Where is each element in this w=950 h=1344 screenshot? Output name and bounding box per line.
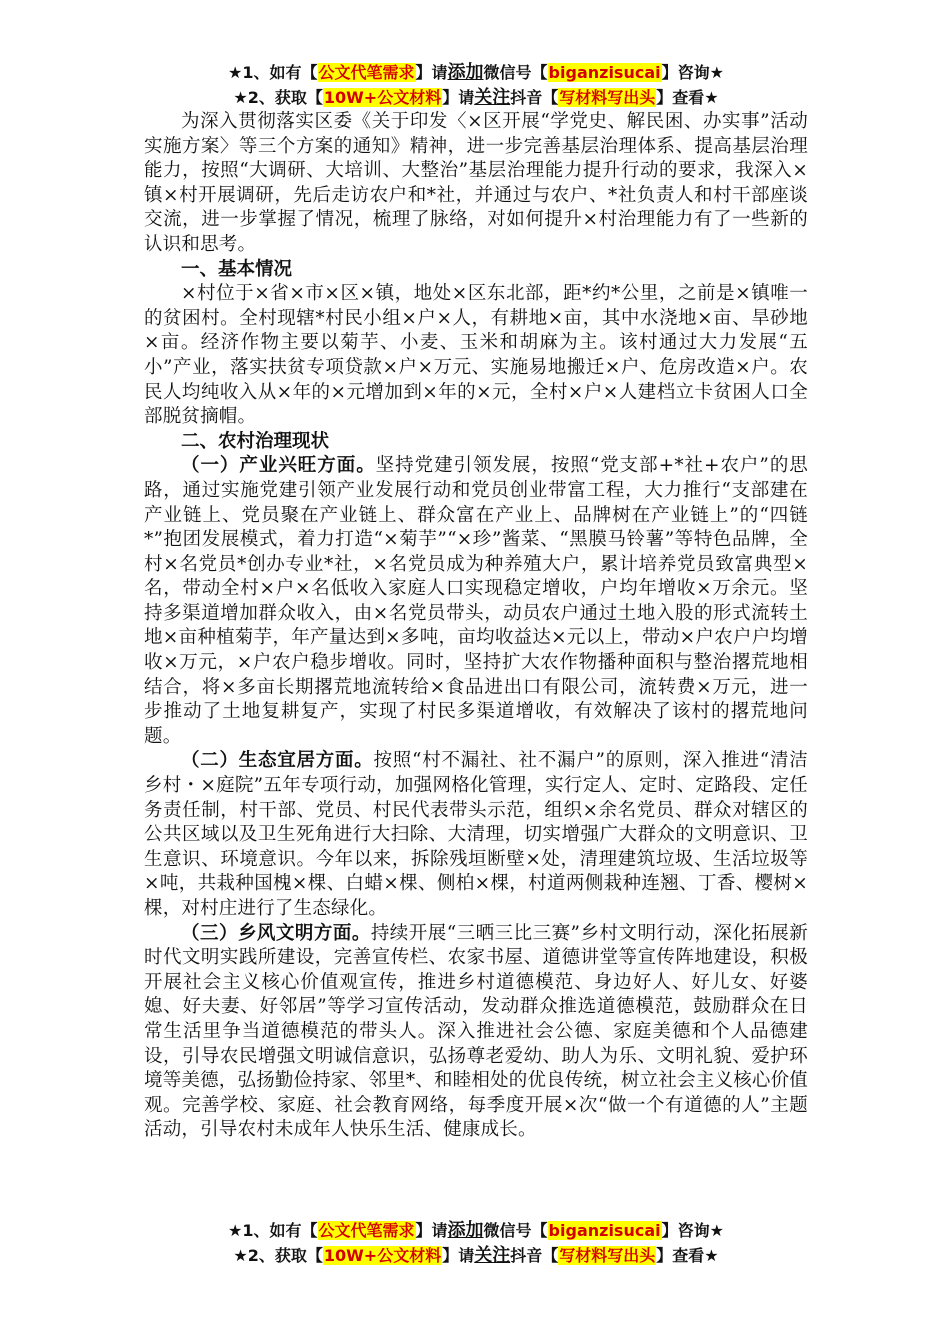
highlight-douyin-account: 写材料写出头	[559, 88, 656, 107]
banner-line-2: ★2、获取【10W+公文材料】请关注抖音【写材料写出头】查看★	[233, 87, 719, 108]
highlight-ghostwriting: 公文代笔需求	[318, 1221, 415, 1240]
industry-paragraph: （一）产业兴旺方面。坚持党建引领发展，按照“党支部+*社+农户”的思路，通过实施党建引领产业发展行动和党员创业带富工程，大力推行“支部建在产业链上、党员聚在产业链上、群众富在产业上、品牌树在产业链上”的“四链*”抱团发展模式，着力打造“×菊芋”“×珍”酱菜、“黑膜马铃薯”等特色品牌，全村×名党员*创办专业*社，×名党员成为种养殖大户，累计培养党员致富典型×名，带动全村×户×名低收入家庭人口实现稳定增收，户均年增收×万余元。坚持多渠道增加群众收入，由×名党员带头，动员农户通过土地入股的形式流转土地×亩种植菊芋，年产量达到×多吨，亩均收益达×元以上，带动×户农户户均增收×万元，×户农户稳步增收。同时，坚持扩大农作物播种面积与整治撂荒地相结合，将×多亩长期撂荒地流转给×食品进出口有限公司，流转费×万元，进一步推动了土地复耕复产，实现了村民多渠道增收，有效解决了该村的撂荒地问题。	[144, 455, 808, 747]
intro-paragraph: 为深入贯彻落实区委《关于印发〈×区开展“学党史、解民困、办实事”活动实施方案〉等三个方案的通知》精神，进一步完善基层治理体系、提高基层治理能力，按照“大调研、大培训、大整治”基层治理能力提升行动的要求，我深入×镇×村开展调研，先后走访农户和*社，并通过与农户、*社负责人和村干部座谈交流，进一步掌握了情况，梳理了脉络，对如何提升×村治理能力有了一些新的认识和思考。	[144, 111, 808, 255]
header-banner	[144, 60, 808, 110]
footer-line-1: ★1、如有【公文代笔需求】请添加微信号【biganzisucai】咨询★	[228, 1220, 724, 1241]
ecology-lead: （二）生态宜居方面。	[181, 750, 374, 772]
banner-line-1: ★1、如有【公文代笔需求】请添加微信号【biganzisucai】咨询★	[228, 62, 724, 83]
highlight-materials: 10W+公文材料	[323, 1246, 442, 1265]
document-body	[144, 110, 808, 1143]
highlight-materials: 10W+公文材料	[323, 88, 442, 107]
section-heading-basic: 一、基本情况	[181, 258, 293, 280]
civility-lead: （三）乡风文明方面。	[181, 922, 371, 944]
footer-banner	[144, 1218, 808, 1268]
basic-info-paragraph: ×村位于×省×市×区×镇，地处×区东北部，距*约*公里，之前是×镇唯一的贫困村。全村现辖*村民小组×户×人，有耕地×亩，其中水浇地×亩、旱砂地×亩。经济作物主要以菊芋、小麦、玉米和胡麻为主。该村通过大力发展“五小”产业，落实扶贫专项贷款×户×万元、实施易地搬迁×户、危房改造×户。农民人均纯收入从×年的×元增加到×年的×元，全村×户×人建档立卡贫困人口全部脱贫摘帽。	[144, 283, 808, 428]
highlight-douyin-account: 写材料写出头	[559, 1246, 656, 1265]
industry-lead: （一）产业兴旺方面。	[181, 455, 376, 477]
footer-line-2: ★2、获取【10W+公文材料】请关注抖音【写材料写出头】查看★	[233, 1245, 719, 1266]
highlight-ghostwriting: 公文代笔需求	[318, 63, 415, 82]
highlight-wechat-id: biganzisucai	[548, 1221, 661, 1240]
document-page	[144, 60, 808, 1143]
civility-paragraph: （三）乡风文明方面。持续开展“三晒三比三赛”乡村文明行动，深化拓展新时代文明实践所建设，完善宣传栏、农家书屋、道德讲堂等宣传阵地建设，积极开展社会主义核心价值观宣传，推进乡村道德模范、身边好人、好儿女、好婆媳、好夫妻、好邻居”等学习宣传活动，发动群众推选道德模范，鼓励群众在日常生活里争当道德模范的带头人。深入推进社会公德、家庭美德和个人品德建设，引导农民增强文明诚信意识，弘扬尊老爱幼、助人为乐、文明礼貌、爱护环境等美德，弘扬勤俭持家、邻里*、和睦相处的优良传统，树立社会主义核心价值观。完善学校、家庭、社会教育网络，每季度开展×次“做一个有道德的人”主题活动，引导农村未成年人快乐生活、健康成长。	[144, 922, 808, 1141]
highlight-wechat-id: biganzisucai	[548, 63, 661, 82]
section-heading-governance: 二、农村治理现状	[181, 430, 330, 452]
ecology-paragraph: （二）生态宜居方面。按照“村不漏社、社不漏户”的原则，深入推进“清洁乡村・×庭院”五年专项行动，加强网格化管理，实行定人、定时、定路段、定任务责任制，村干部、党员、村民代表带头示范，组织×余名党员、群众对辖区的公共区域以及卫生死角进行大扫除、大清理，切实增强广大群众的文明意识、卫生意识、环境意识。今年以来，拆除残垣断壁×处，清理建筑垃圾、生活垃圾等×吨，共栽种国槐×棵、白蜡×棵、侧柏×棵，村道两侧栽种连翘、丁香、樱树×棵，对村庄进行了生态绿化。	[144, 750, 808, 919]
